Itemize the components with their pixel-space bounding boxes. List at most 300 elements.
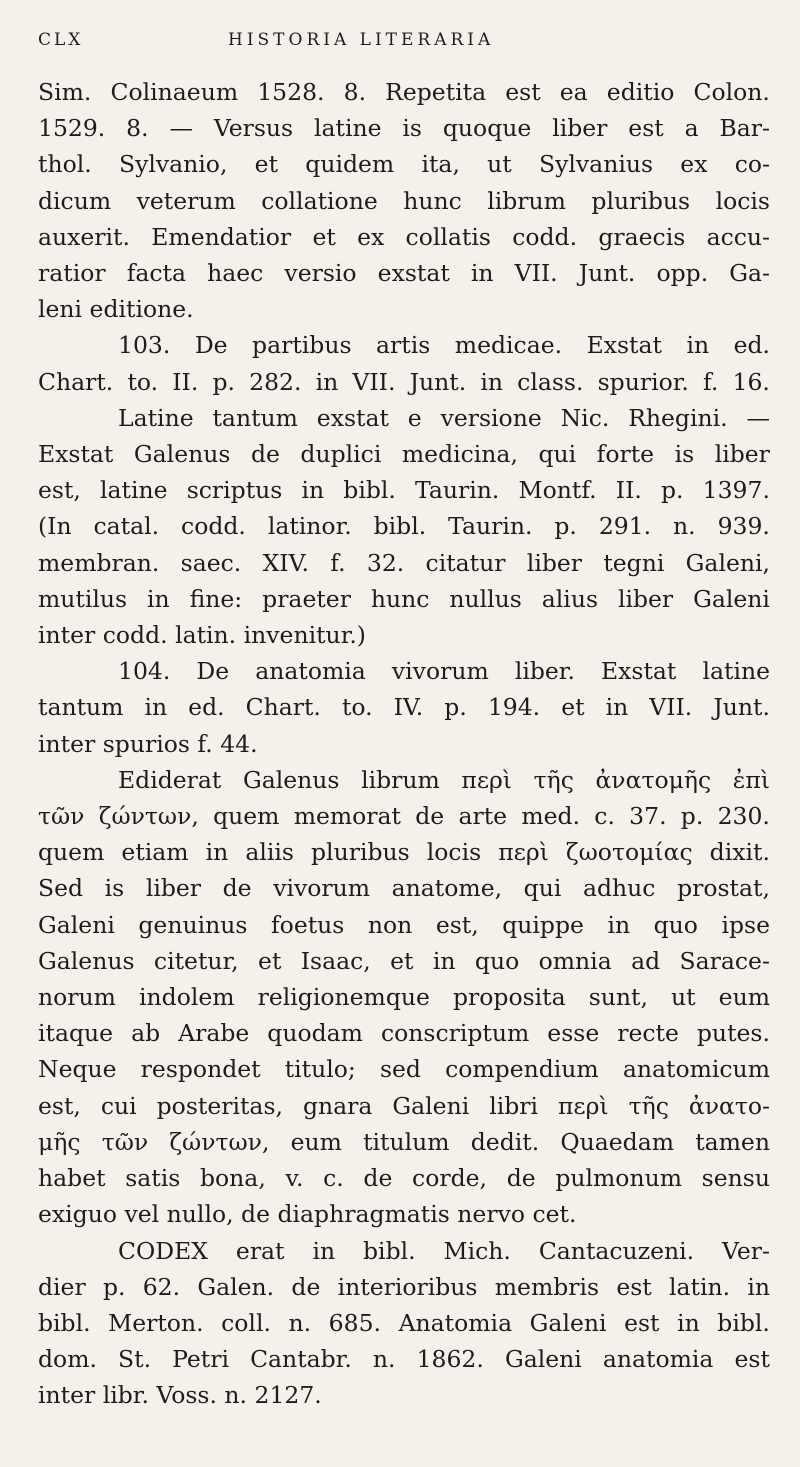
text-line (38, 183, 770, 219)
text-word: c. (323, 1164, 344, 1193)
text-word: f. (330, 548, 346, 577)
text-word: non (367, 910, 413, 939)
text-word: 685. (328, 1308, 381, 1337)
text-line (38, 979, 770, 1015)
text-word: Montf. (518, 476, 597, 505)
text-word: interioribus (337, 1272, 478, 1301)
text-line (38, 1305, 770, 1341)
text-word: liber (714, 440, 770, 469)
text-word: II. (172, 367, 199, 396)
text-line (38, 472, 770, 508)
text-word: coll. (221, 1308, 271, 1337)
text-word: spurios (102, 729, 198, 758)
text-word: editio (606, 78, 675, 106)
text-word: tantum (38, 693, 124, 722)
text-word: ed. (188, 693, 225, 722)
text-word: — (746, 403, 770, 432)
text-line (38, 689, 770, 725)
text-word: ita, (421, 150, 460, 179)
text-line (38, 327, 770, 363)
text-word: qui (523, 874, 562, 903)
text-line (38, 581, 770, 617)
text-word: τῆς (628, 1091, 669, 1120)
text-word: inter (38, 621, 103, 650)
text-word: 32. (366, 548, 405, 577)
text-word: omnia (538, 946, 612, 975)
text-word: pluribus (591, 186, 691, 215)
text-word: medicina, (401, 440, 518, 469)
text-word: liber (526, 548, 583, 577)
text-word: 939. (717, 512, 770, 541)
text-word: de (506, 1164, 536, 1193)
text-word: f. (703, 367, 719, 396)
text-line (38, 762, 770, 798)
text-word: VII. (352, 367, 396, 396)
text-word: Galenus (242, 765, 340, 794)
text-word: v. (285, 1164, 304, 1193)
text-word: inter (38, 729, 103, 758)
text-word: etiam (121, 838, 189, 867)
text-word: Cantacuzeni. (538, 1236, 695, 1265)
text-word: vel (124, 1200, 167, 1229)
text-word: aliis (245, 838, 294, 867)
text-word: 1862. (416, 1345, 484, 1374)
text-word: catal. (93, 512, 160, 541)
text-word: Galeni, (685, 548, 770, 577)
text-word: facta (126, 259, 187, 288)
text-word: St. (118, 1345, 152, 1374)
text-word: 194. (487, 693, 541, 722)
text-line (38, 834, 770, 870)
text-word: est (505, 78, 541, 106)
text-word: memorat (293, 802, 401, 831)
text-word: conscriptum (380, 1019, 530, 1048)
text-word: locis (715, 186, 770, 215)
text-word: de (415, 802, 445, 831)
text-word: CODEX (118, 1236, 208, 1265)
text-word: is (402, 114, 422, 143)
text-word: Sim. (38, 78, 92, 106)
text-word: liber. (514, 657, 575, 686)
text-word: librum (361, 765, 440, 794)
text-word: a (684, 114, 699, 143)
text-word: collatione (261, 186, 378, 215)
text-word: scriptus (186, 476, 283, 505)
text-word: de (222, 874, 252, 903)
text-word: bibl. (717, 1308, 770, 1337)
text-word: Petri (172, 1345, 229, 1374)
text-line (38, 219, 770, 255)
text-word: Exstat (586, 331, 662, 360)
text-word: est, (435, 910, 479, 939)
text-word: ἀνατο- (688, 1091, 770, 1120)
text-word: anatome, (391, 874, 503, 903)
text-word: Junt. (409, 367, 467, 396)
text-line (38, 1051, 770, 1087)
text-word: exiguo (38, 1200, 125, 1229)
text-word: Mich. (443, 1236, 511, 1265)
text-word: to. (127, 367, 159, 396)
text-word: quo (474, 946, 520, 975)
text-word: Galeni (504, 1345, 582, 1374)
text-word: ἀνατομῆς (595, 765, 712, 794)
text-word: fine: (189, 584, 243, 613)
text-word: praeter (262, 584, 351, 613)
text-word: 1529. (38, 114, 106, 143)
text-word: versio (284, 259, 357, 288)
text-word: Voss. (156, 1381, 225, 1410)
text-word: to. (341, 693, 373, 722)
body-text (38, 74, 770, 1414)
text-word: in (470, 259, 494, 288)
text-line (38, 1015, 770, 1051)
text-word: 104. (118, 657, 171, 686)
text-word: est (734, 1345, 770, 1374)
text-word: et (390, 946, 414, 975)
text-word: est (624, 1308, 660, 1337)
text-word: norum (38, 983, 116, 1012)
text-word: citetur, (153, 946, 239, 975)
text-word: nullus (449, 584, 522, 613)
text-word: co- (734, 150, 770, 179)
text-line (38, 291, 770, 327)
folio: CLX (38, 30, 84, 50)
text-word: Sed (38, 874, 84, 903)
text-word: VII. (649, 693, 693, 722)
text-word: mutilus (38, 584, 128, 613)
text-word: ut (671, 983, 696, 1012)
text-word: corde, (412, 1164, 488, 1193)
text-word: titulum (363, 1127, 450, 1156)
text-line (38, 364, 770, 400)
text-word: compendium (445, 1055, 599, 1084)
text-word: Taurin. (448, 512, 533, 541)
text-line (38, 545, 770, 581)
text-word: Exstat (601, 657, 677, 686)
text-word: p. (444, 693, 467, 722)
text-word: exstat (316, 403, 389, 432)
text-word: περὶ (498, 838, 549, 867)
text-word: Galeni (392, 1091, 470, 1120)
text-word: 1528. (257, 78, 325, 106)
text-word: ex (680, 150, 708, 179)
text-line (38, 653, 770, 689)
text-word: 291. (598, 512, 652, 541)
text-word: dicum (38, 186, 112, 215)
text-word: Colon. (693, 78, 770, 106)
text-word: τῶν (38, 802, 85, 831)
text-word: Isaac, (300, 946, 371, 975)
text-word: quoque (442, 114, 532, 143)
text-word: est, (38, 476, 81, 505)
text-word: sensu (701, 1164, 770, 1193)
text-word: esse (547, 1019, 600, 1048)
text-word: n. (224, 1381, 255, 1410)
text-word: Galenus (133, 440, 231, 469)
text-word: medicae. (454, 331, 563, 360)
text-word: sunt, (588, 983, 648, 1012)
text-word: in (605, 693, 629, 722)
text-line (38, 1160, 770, 1196)
text-word: Neque (38, 1055, 117, 1084)
text-word: Sarace- (679, 946, 770, 975)
text-word: nullo, (166, 1200, 242, 1229)
text-word: quo (653, 910, 698, 939)
text-word: μῆς (38, 1127, 81, 1156)
text-word: anatomicum (622, 1055, 770, 1084)
text-word: Chart. (245, 693, 321, 722)
text-word: dedit. (470, 1127, 540, 1156)
text-word: duplici (300, 440, 382, 469)
text-word: membris (494, 1272, 600, 1301)
text-word: 2127. (254, 1381, 322, 1410)
text-word: satis (125, 1164, 181, 1193)
text-word: Sylvanio, (118, 150, 228, 179)
text-word: thol. (38, 150, 92, 179)
text-word: (In (38, 512, 72, 541)
text-word: ipse (721, 910, 770, 939)
text-word: in (607, 910, 631, 939)
text-word: forte (596, 440, 655, 469)
text-word: 8. (343, 78, 367, 106)
text-word: proposita (452, 983, 566, 1012)
text-line (38, 943, 770, 979)
text-word: Junt. (713, 693, 770, 722)
text-word: adhuc (582, 874, 656, 903)
text-word: artis (376, 331, 431, 360)
text-word: erat (235, 1236, 285, 1265)
text-word: codd. (102, 621, 176, 650)
text-line (38, 617, 770, 653)
text-word: περὶ (461, 765, 513, 794)
text-word: in (686, 331, 710, 360)
text-line (38, 907, 770, 943)
text-line (38, 1196, 770, 1232)
text-word: latine (100, 476, 168, 505)
text-word: ζώντων, (169, 1127, 270, 1156)
text-word: membran. (38, 548, 160, 577)
text-word: Exstat (38, 440, 114, 469)
text-word: ab (131, 1019, 161, 1048)
text-word: pluribus (311, 838, 410, 867)
text-word: 37. (629, 802, 667, 831)
text-word: Rhegini. (628, 403, 728, 432)
text-word: in (747, 1272, 770, 1301)
text-word: in (480, 367, 504, 396)
text-word: Emendatior (151, 222, 292, 251)
text-word: 16. (732, 367, 770, 396)
text-word: de (241, 1200, 278, 1229)
text-word: latin. (669, 1272, 731, 1301)
text-word: e (407, 403, 422, 432)
text-word: latine (313, 114, 382, 143)
text-word: editione. (89, 295, 194, 324)
text-word: de (363, 1164, 393, 1193)
text-word: n. (288, 1308, 312, 1337)
text-word: 282. (249, 367, 302, 396)
text-word: bibl. (363, 1236, 416, 1265)
text-word: leni (38, 295, 90, 324)
text-word: et (312, 222, 336, 251)
text-word: ut (487, 150, 512, 179)
text-word: foetus (270, 910, 345, 939)
text-word: 62. (142, 1272, 181, 1301)
text-word: libr. (102, 1381, 157, 1410)
text-line (38, 400, 770, 436)
text-word: tegni (603, 548, 665, 577)
text-word: cet. (532, 1200, 577, 1229)
text-line (38, 110, 770, 146)
text-word: citatur (425, 548, 506, 577)
text-word: cui (100, 1091, 137, 1120)
text-line (38, 1377, 770, 1413)
text-word: vivorum (391, 657, 489, 686)
text-word: versione (440, 403, 542, 432)
text-word: class. (517, 367, 584, 396)
text-word: in (312, 1236, 336, 1265)
text-word: saec. (180, 548, 242, 577)
text-word: f. (197, 729, 221, 758)
text-word: in (677, 1308, 700, 1337)
text-word: tantum (212, 403, 298, 432)
text-word: is (104, 874, 125, 903)
text-word: Arabe (178, 1019, 250, 1048)
text-word: IV. (393, 693, 424, 722)
text-word: titulo; (284, 1055, 356, 1084)
text-word: 230. (717, 802, 770, 831)
text-line (38, 1088, 770, 1124)
text-word: liber (617, 584, 674, 613)
text-word: 1397. (702, 476, 770, 505)
text-word: de (250, 440, 280, 469)
text-word: n. (673, 512, 696, 541)
text-word: opp. (656, 259, 709, 288)
text-word: qui (538, 440, 577, 469)
text-word: De (196, 657, 230, 686)
text-word: anatomia (602, 1345, 714, 1374)
text-word: ζώντων, (98, 802, 199, 831)
text-word: περὶ (557, 1091, 609, 1120)
text-word: libri (489, 1091, 539, 1120)
text-word: latine (702, 657, 770, 686)
text-word: graecis (598, 222, 686, 251)
text-word: p. (680, 802, 704, 831)
text-word: partibus (252, 331, 352, 360)
text-word: VII. (514, 259, 558, 288)
text-word: pulmonum (555, 1164, 682, 1193)
text-word: dier (38, 1272, 86, 1301)
text-word: tamen (695, 1127, 770, 1156)
text-word: in (205, 838, 229, 867)
text-word: Taurin. (415, 476, 500, 505)
text-word: auxerit. (38, 222, 130, 251)
text-word: II. (615, 476, 642, 505)
text-word: ex (357, 222, 385, 251)
text-word: bibl. (343, 476, 396, 505)
text-word: itaque (38, 1019, 114, 1048)
text-word: Sylvanius (539, 150, 654, 179)
text-word: bona, (199, 1164, 266, 1193)
text-word: accu- (706, 222, 770, 251)
text-word: Chart. (38, 367, 114, 396)
text-word: Cantabr. (250, 1345, 352, 1374)
text-line (38, 508, 770, 544)
text-word: eum (290, 1127, 342, 1156)
text-word: codd. (512, 222, 578, 251)
text-word: n. (372, 1345, 396, 1374)
text-line (38, 870, 770, 906)
text-word: Galeni (38, 910, 115, 939)
text-line (38, 726, 770, 762)
text-word: dom. (38, 1345, 97, 1374)
text-word: De (194, 331, 228, 360)
text-line (38, 1233, 770, 1269)
text-word: Versus (213, 114, 294, 143)
text-word: religionemque (257, 983, 430, 1012)
text-word: Ga- (729, 259, 770, 288)
text-word: ea (559, 78, 588, 106)
text-word: 8. (126, 114, 149, 143)
text-word: spurior. (597, 367, 689, 396)
text-word: — (169, 114, 193, 143)
text-word: Repetita (385, 78, 487, 106)
text-word: anatomia (255, 657, 366, 686)
text-word: Ediderat (118, 765, 222, 794)
text-word: librum (487, 186, 566, 215)
text-word: putes. (696, 1019, 770, 1048)
text-word: Galen. (197, 1272, 275, 1301)
text-line (38, 1269, 770, 1305)
text-word: bibl. (373, 512, 427, 541)
text-word: in (144, 693, 168, 722)
text-word: haec (207, 259, 264, 288)
text-word: ζωοτομίας (565, 838, 693, 867)
text-word: latinor. (267, 512, 352, 541)
text-word: Galeni (529, 1308, 607, 1337)
text-word: veterum (136, 186, 236, 215)
text-word: Junt. (578, 259, 636, 288)
text-word: hunc (370, 584, 430, 613)
text-word: codd. (181, 512, 246, 541)
text-word: Merton. (108, 1308, 204, 1337)
text-word: est (628, 114, 664, 143)
text-word: 103. (118, 331, 171, 360)
text-word: bibl. (38, 1308, 91, 1337)
text-word: respondet (140, 1055, 261, 1084)
text-word: τῆς (533, 765, 574, 794)
text-word: habet (38, 1164, 106, 1193)
text-word: posteritas, (156, 1091, 283, 1120)
text-word: nervo (457, 1200, 533, 1229)
text-word: quippe (502, 910, 584, 939)
text-word: latin. (175, 621, 244, 650)
text-word: in (301, 476, 325, 505)
text-word: est, (38, 1091, 81, 1120)
text-word: quem (213, 802, 280, 831)
text-word: liber (552, 114, 608, 143)
text-line (38, 798, 770, 834)
text-word: ad (631, 946, 661, 975)
text-word: liber (145, 874, 202, 903)
text-word: p. (554, 512, 577, 541)
text-word: arte (458, 802, 508, 831)
text-word: Ver- (722, 1236, 770, 1265)
text-word: quodam (267, 1019, 363, 1048)
text-line (38, 436, 770, 472)
text-word: in (315, 367, 339, 396)
text-word: de (291, 1272, 321, 1301)
text-word: diaphragmatis (277, 1200, 458, 1229)
